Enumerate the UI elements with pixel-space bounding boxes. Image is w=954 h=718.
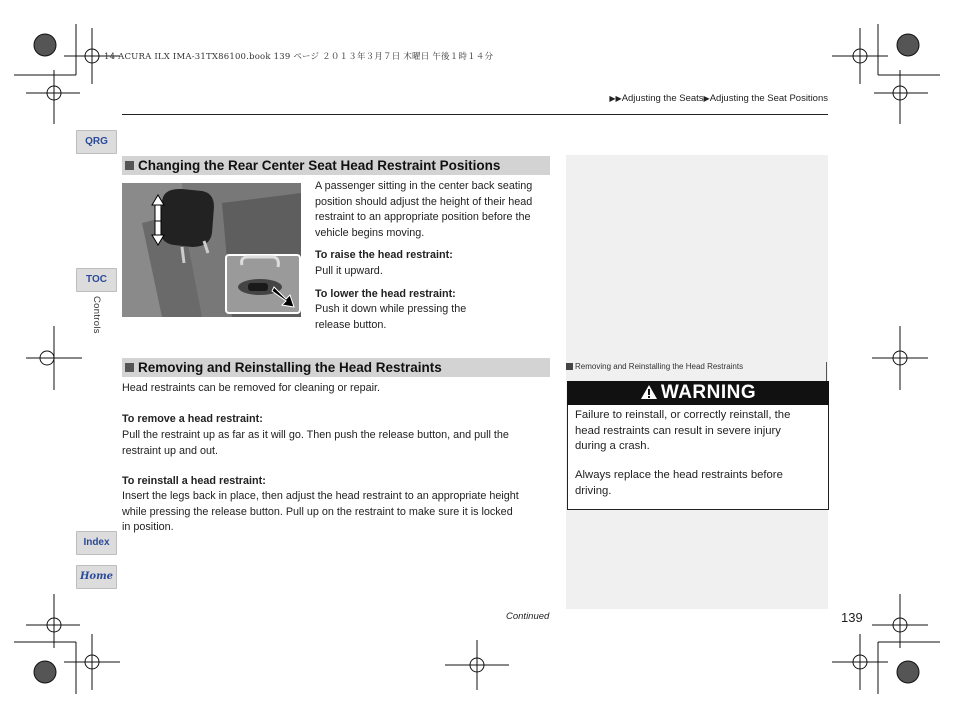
home-button[interactable]: Home [76,565,117,589]
note-heading-text: Removing and Reinstalling the Head Restraints [575,362,744,371]
head-restraint-photo-icon [122,183,301,317]
section-heading-change-positions [122,156,550,175]
warning-line: Failure to reinstall, or correctly reinstall, the [575,409,791,421]
section-marker-icon [125,161,134,170]
section-heading-remove-reinstall [122,358,550,377]
breadcrumb-arrow-icon: ▶▶ [609,94,622,103]
remove-line: restraint up and out. [122,444,219,457]
note-marker-icon [566,363,573,370]
warning-triangle-icon [640,383,658,407]
breadcrumb-arrow-icon: ▶ [703,94,710,103]
reinstall-text [122,489,562,536]
warning-line: head restraints can result in severe injury [575,424,781,437]
raise-heading: To raise the head restraint: [315,249,453,261]
section-marker-icon [125,363,134,372]
reinstall-line: in position. [122,521,174,534]
note-divider [826,362,827,382]
section1-intro [315,179,555,241]
warning-text-2 [575,468,823,499]
print-header: 14 ACURA ILX IMA-31TX86100.book 139 ページ ２０１３年３月７日 木曜日 午後１時１４分 [104,52,494,62]
header-rule [122,114,828,115]
reinstall-line: Insert the legs back in place, then adjust the head restraint to an appropriate height [122,490,519,502]
warning-line: driving. [575,484,612,497]
head-restraint-illustration [122,183,301,317]
page-number: 139 [841,610,863,625]
remove-heading: To remove a head restraint: [122,413,263,425]
remove-text [122,428,562,459]
lower-heading: To lower the head restraint: [315,288,456,300]
qrg-button[interactable]: QRG [76,130,117,154]
raise-text: Pull it upward. [315,265,383,277]
warning-line: Always replace the head restraints before [575,469,783,481]
warning-title [567,381,829,405]
section2-intro: Head restraints can be removed for cleaning or repair. [122,382,381,394]
section-label-controls: Controls [91,296,102,334]
toc-button[interactable]: TOC [76,268,117,292]
warning-line: during a crash. [575,440,650,452]
index-button[interactable]: Index [76,531,117,555]
warning-text-1 [575,408,823,455]
intro-line: vehicle begins moving. [315,226,425,239]
reinstall-heading: To reinstall a head restraint: [122,475,266,487]
lower-text [315,302,466,333]
intro-line: restraint to an appropriate position before the [315,211,531,224]
lower-line: Push it down while pressing the [315,303,467,315]
intro-line: position should adjust the height of their head [315,195,533,208]
continued-label: Continued [506,611,550,622]
lower-line: release button. [315,318,387,331]
breadcrumb-item-seat-positions[interactable]: Adjusting the Seat Positions [709,93,828,104]
reinstall-line: while pressing the release button. Pull up on the restraint to make sure it is locked [122,505,513,518]
note-heading[interactable] [566,362,826,371]
remove-line: Pull the restraint up as far as it will go. Then push the release button, and pull the [122,429,509,441]
section-heading-text: Changing the Rear Center Seat Head Restraint Positions [138,158,501,173]
intro-line: A passenger sitting in the center back seating [315,180,533,192]
section-heading-text: Removing and Reinstalling the Head Restraints [138,360,442,375]
breadcrumb-item-seats[interactable]: Adjusting the Seats [621,93,704,104]
warning-title-text: WARNING [660,382,757,403]
breadcrumb [609,93,828,104]
